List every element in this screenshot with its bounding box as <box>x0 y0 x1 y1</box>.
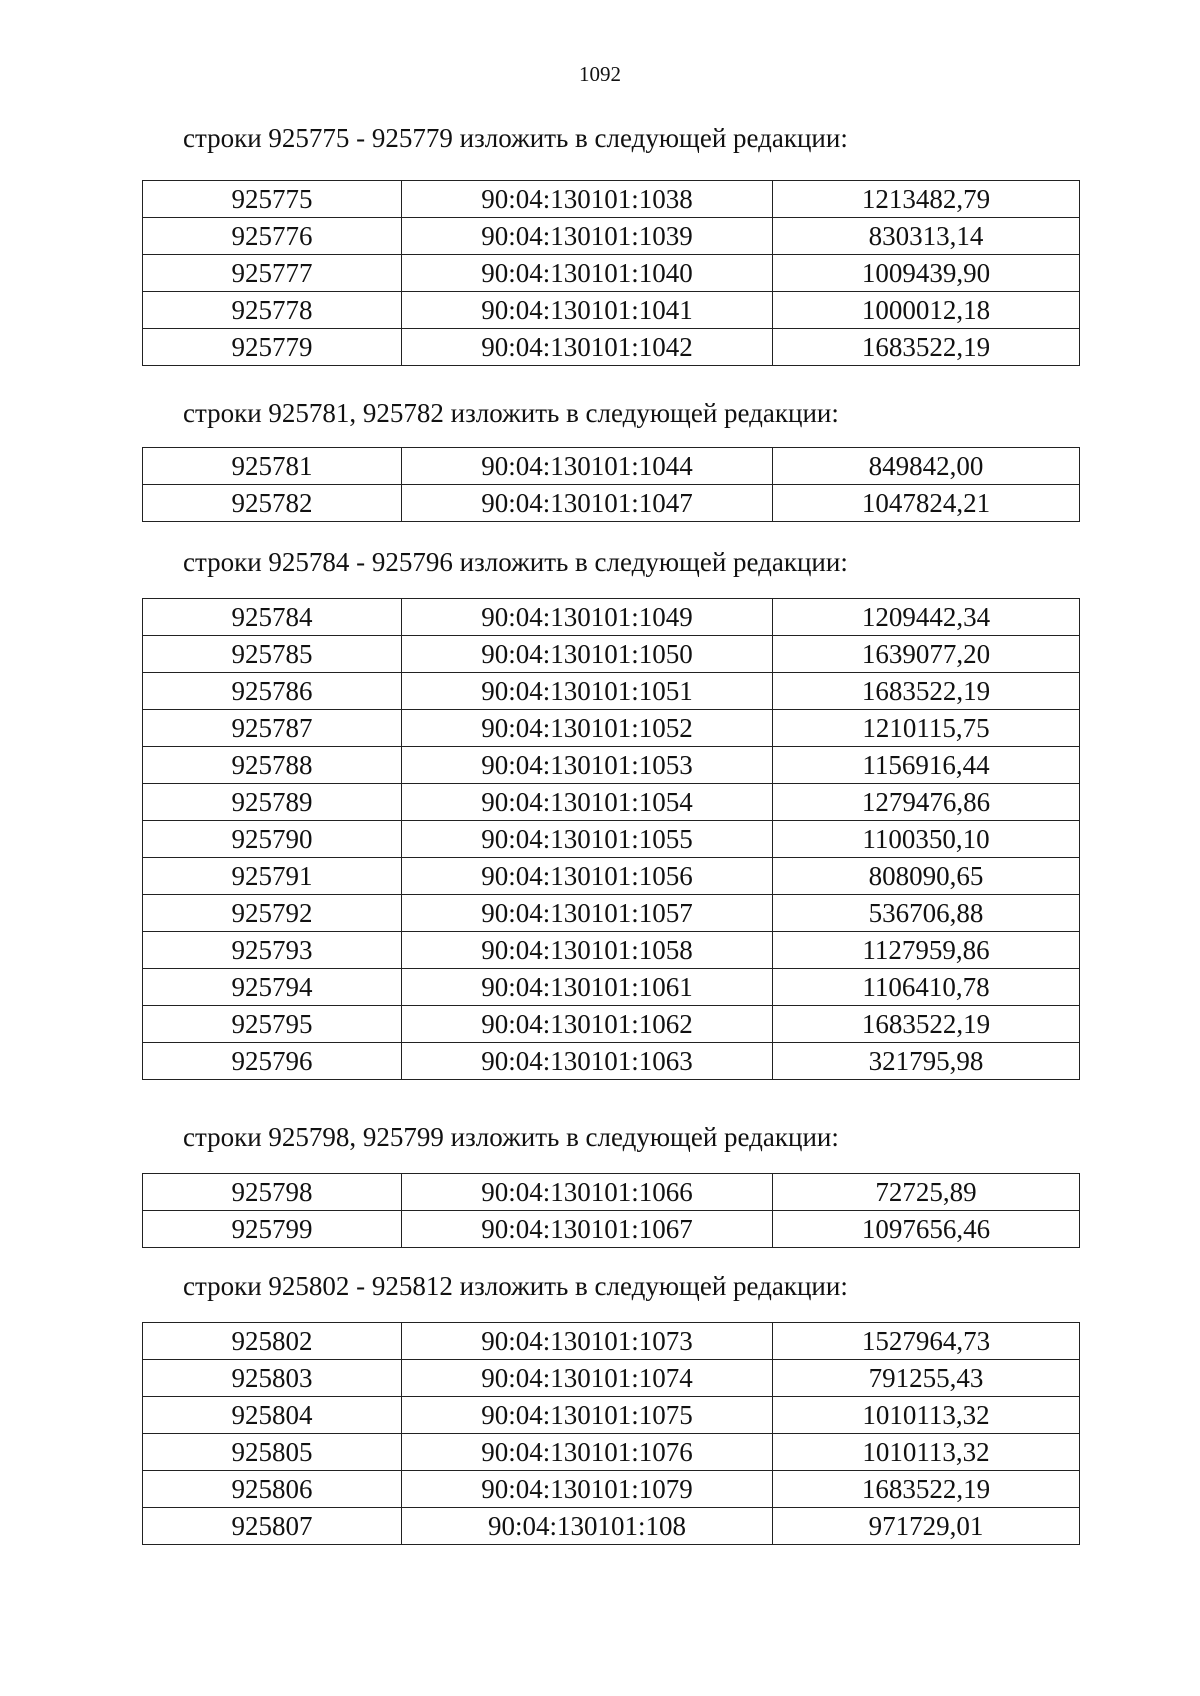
section-heading: строки 925781, 925782 изложить в следующей редакции: <box>183 398 839 428</box>
row-number-cell: 925777 <box>143 255 402 292</box>
table-row <box>143 1360 1080 1397</box>
table-row <box>143 673 1080 710</box>
row-number-cell: 925805 <box>143 1434 402 1471</box>
table-row <box>143 710 1080 747</box>
row-number-cell: 925789 <box>143 784 402 821</box>
table-row <box>143 1508 1080 1545</box>
row-number-cell: 925778 <box>143 292 402 329</box>
value-cell: 849842,00 <box>773 448 1080 485</box>
cadastral-number-cell: 90:04:130101:1049 <box>402 599 773 636</box>
cadastral-number-cell: 90:04:130101:108 <box>402 1508 773 1545</box>
cadastral-number-cell: 90:04:130101:1056 <box>402 858 773 895</box>
table-row <box>143 932 1080 969</box>
row-number-cell: 925804 <box>143 1397 402 1434</box>
value-cell: 1156916,44 <box>773 747 1080 784</box>
row-number-cell: 925776 <box>143 218 402 255</box>
cadastral-number-cell: 90:04:130101:1041 <box>402 292 773 329</box>
row-number-cell: 925793 <box>143 932 402 969</box>
value-cell: 1683522,19 <box>773 1006 1080 1043</box>
cadastral-number-cell: 90:04:130101:1074 <box>402 1360 773 1397</box>
table-row <box>143 255 1080 292</box>
value-cell: 1209442,34 <box>773 599 1080 636</box>
row-number-cell: 925799 <box>143 1211 402 1248</box>
section-heading: строки 925775 - 925779 изложить в следующей редакции: <box>183 123 848 153</box>
section-heading: строки 925802 - 925812 изложить в следующей редакции: <box>183 1271 848 1301</box>
row-number-cell: 925784 <box>143 599 402 636</box>
value-cell: 321795,98 <box>773 1043 1080 1080</box>
value-cell: 1047824,21 <box>773 485 1080 522</box>
value-cell: 1683522,19 <box>773 329 1080 366</box>
cadastral-number-cell: 90:04:130101:1052 <box>402 710 773 747</box>
row-number-cell: 925798 <box>143 1174 402 1211</box>
value-cell: 1210115,75 <box>773 710 1080 747</box>
value-cell: 1097656,46 <box>773 1211 1080 1248</box>
table-row <box>143 1211 1080 1248</box>
row-number-cell: 925781 <box>143 448 402 485</box>
cadastral-number-cell: 90:04:130101:1061 <box>402 969 773 1006</box>
page-number: 1092 <box>579 62 621 86</box>
row-number-cell: 925775 <box>143 181 402 218</box>
table-row <box>143 747 1080 784</box>
value-cell: 1127959,86 <box>773 932 1080 969</box>
row-number-cell: 925794 <box>143 969 402 1006</box>
row-number-cell: 925792 <box>143 895 402 932</box>
table-row <box>143 784 1080 821</box>
row-number-cell: 925806 <box>143 1471 402 1508</box>
value-cell: 830313,14 <box>773 218 1080 255</box>
cadastral-number-cell: 90:04:130101:1062 <box>402 1006 773 1043</box>
cadastral-number-cell: 90:04:130101:1079 <box>402 1471 773 1508</box>
table-row <box>143 1043 1080 1080</box>
cadastral-number-cell: 90:04:130101:1063 <box>402 1043 773 1080</box>
table-row <box>143 858 1080 895</box>
table-row <box>143 969 1080 1006</box>
value-cell: 1000012,18 <box>773 292 1080 329</box>
cadastral-number-cell: 90:04:130101:1057 <box>402 895 773 932</box>
cadastral-number-cell: 90:04:130101:1053 <box>402 747 773 784</box>
value-cell: 1683522,19 <box>773 1471 1080 1508</box>
section-heading: строки 925784 - 925796 изложить в следующей редакции: <box>183 547 848 577</box>
value-cell: 1527964,73 <box>773 1323 1080 1360</box>
table-row <box>143 1006 1080 1043</box>
value-cell: 971729,01 <box>773 1508 1080 1545</box>
table-row <box>143 1174 1080 1211</box>
cadastral-number-cell: 90:04:130101:1076 <box>402 1434 773 1471</box>
cadastral-number-cell: 90:04:130101:1047 <box>402 485 773 522</box>
cadastral-number-cell: 90:04:130101:1042 <box>402 329 773 366</box>
table-row <box>143 599 1080 636</box>
table-row <box>143 485 1080 522</box>
row-number-cell: 925787 <box>143 710 402 747</box>
row-number-cell: 925795 <box>143 1006 402 1043</box>
value-cell: 1010113,32 <box>773 1397 1080 1434</box>
table-row <box>143 1434 1080 1471</box>
cadastral-number-cell: 90:04:130101:1039 <box>402 218 773 255</box>
value-cell: 1639077,20 <box>773 636 1080 673</box>
table-row <box>143 895 1080 932</box>
cadastral-number-cell: 90:04:130101:1058 <box>402 932 773 969</box>
cadastral-number-cell: 90:04:130101:1073 <box>402 1323 773 1360</box>
cadastral-number-cell: 90:04:130101:1040 <box>402 255 773 292</box>
cadastral-number-cell: 90:04:130101:1044 <box>402 448 773 485</box>
table-row <box>143 218 1080 255</box>
row-number-cell: 925788 <box>143 747 402 784</box>
cadastral-number-cell: 90:04:130101:1054 <box>402 784 773 821</box>
row-number-cell: 925785 <box>143 636 402 673</box>
cadastral-number-cell: 90:04:130101:1038 <box>402 181 773 218</box>
value-cell: 791255,43 <box>773 1360 1080 1397</box>
row-number-cell: 925803 <box>143 1360 402 1397</box>
row-number-cell: 925807 <box>143 1508 402 1545</box>
amendment-table <box>142 598 1080 1080</box>
value-cell: 1213482,79 <box>773 181 1080 218</box>
value-cell: 536706,88 <box>773 895 1080 932</box>
cadastral-number-cell: 90:04:130101:1050 <box>402 636 773 673</box>
table-row <box>143 821 1080 858</box>
table-row <box>143 292 1080 329</box>
row-number-cell: 925779 <box>143 329 402 366</box>
row-number-cell: 925782 <box>143 485 402 522</box>
amendment-table <box>142 1322 1080 1545</box>
amendment-table <box>142 180 1080 366</box>
value-cell: 1106410,78 <box>773 969 1080 1006</box>
cadastral-number-cell: 90:04:130101:1055 <box>402 821 773 858</box>
table-row <box>143 448 1080 485</box>
row-number-cell: 925790 <box>143 821 402 858</box>
amendment-table <box>142 1173 1080 1248</box>
value-cell: 808090,65 <box>773 858 1080 895</box>
value-cell: 1010113,32 <box>773 1434 1080 1471</box>
value-cell: 1009439,90 <box>773 255 1080 292</box>
value-cell: 1279476,86 <box>773 784 1080 821</box>
table-row <box>143 636 1080 673</box>
cadastral-number-cell: 90:04:130101:1075 <box>402 1397 773 1434</box>
row-number-cell: 925786 <box>143 673 402 710</box>
row-number-cell: 925796 <box>143 1043 402 1080</box>
cadastral-number-cell: 90:04:130101:1051 <box>402 673 773 710</box>
table-row <box>143 1397 1080 1434</box>
table-row <box>143 181 1080 218</box>
value-cell: 72725,89 <box>773 1174 1080 1211</box>
value-cell: 1683522,19 <box>773 673 1080 710</box>
table-row <box>143 1471 1080 1508</box>
row-number-cell: 925791 <box>143 858 402 895</box>
row-number-cell: 925802 <box>143 1323 402 1360</box>
value-cell: 1100350,10 <box>773 821 1080 858</box>
amendment-table <box>142 447 1080 522</box>
section-heading: строки 925798, 925799 изложить в следующей редакции: <box>183 1122 839 1152</box>
table-row <box>143 329 1080 366</box>
cadastral-number-cell: 90:04:130101:1067 <box>402 1211 773 1248</box>
table-row <box>143 1323 1080 1360</box>
cadastral-number-cell: 90:04:130101:1066 <box>402 1174 773 1211</box>
